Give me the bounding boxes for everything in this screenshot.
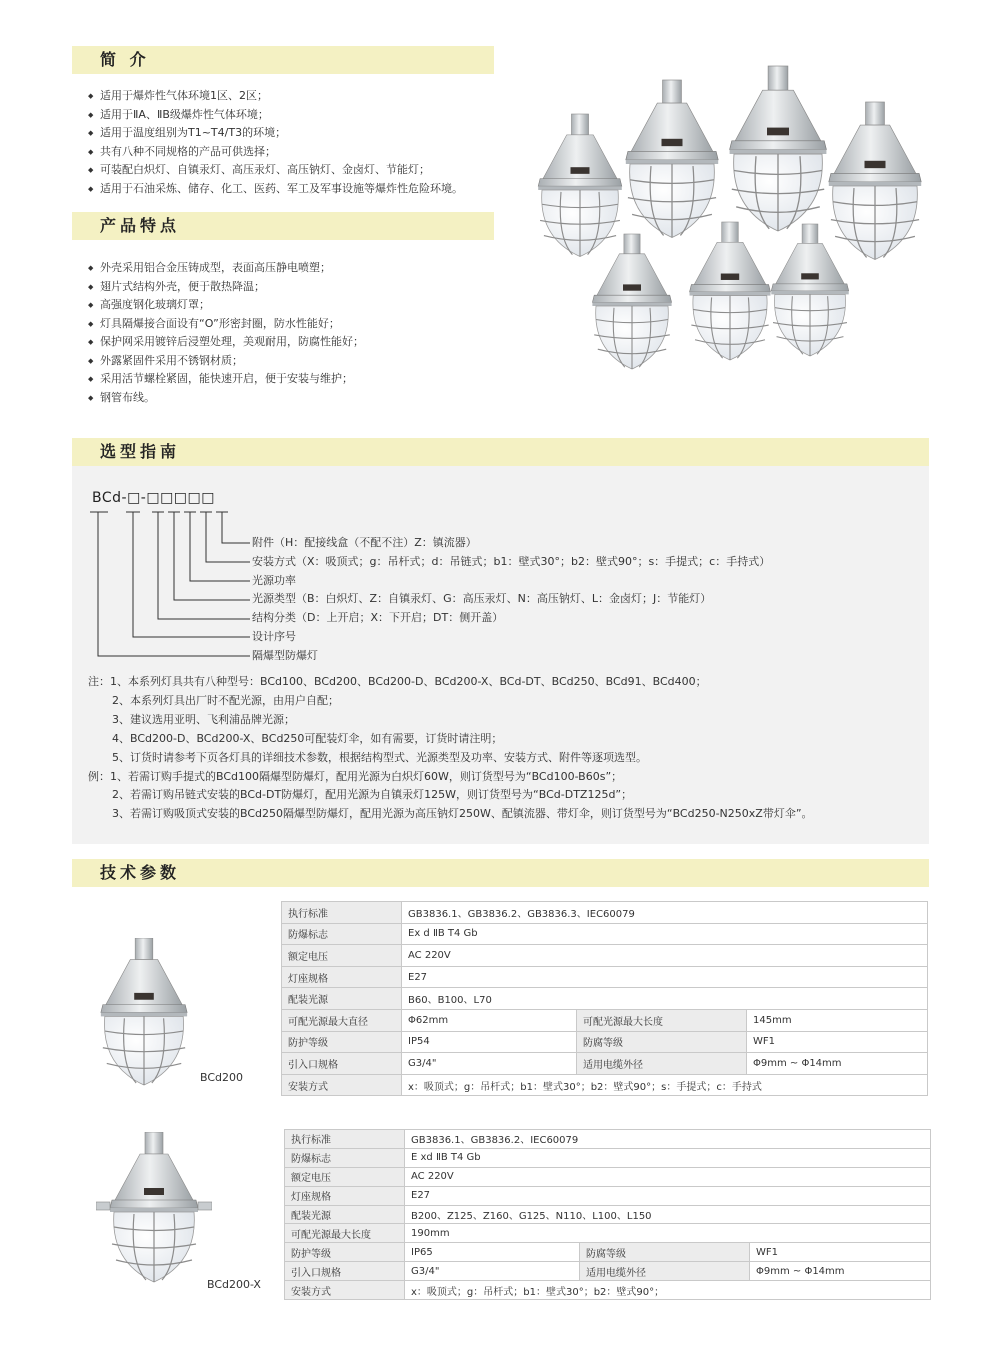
note-line: 5、订货时请参考下页各灯具的详细技术参数，根据结构型式、光源类型及功率、安装方式、附件等逐项选型。 — [112, 750, 647, 764]
spec-value: x：吸顶式；g：吊杆式；b1：壁式30°；b2：壁式90°；s：手提式；c：手持式 — [402, 1074, 928, 1096]
features-bullet: ◆ 翅片式结构外壳，便于散热降温； — [88, 278, 364, 297]
spec-label: 防腐等级 — [577, 1031, 747, 1053]
table-row — [282, 966, 928, 988]
spec-label: 适用电缆外径 — [580, 1262, 750, 1281]
features-section-header — [72, 212, 494, 240]
spec-value: Φ9mm ~ Φ14mm — [750, 1262, 931, 1281]
spec-value: x：吸顶式；g：吊杆式；b1：壁式30°；b2：壁式90°； — [405, 1281, 931, 1300]
spec-label: 安装方式 — [285, 1281, 405, 1300]
features-bullet-list — [88, 259, 364, 407]
lamp-image — [626, 80, 718, 238]
guide-title: 选型指南 — [100, 442, 181, 461]
spec-label: 引入口规格 — [285, 1262, 405, 1281]
spec-value: 190mm — [405, 1224, 931, 1243]
legend-item: 隔爆型防爆灯 — [252, 648, 318, 662]
note-line: 注：1、本系列灯具共有八种型号：BCd100、BCd200、BCd200-D、BCd200-X、BCd-DT、BCd250、BCd91、BCd400； — [88, 675, 707, 688]
features-title: 产品特点 — [100, 216, 181, 235]
spec-value: B200、Z125、Z160、G125、N110、L100、L150 — [405, 1205, 931, 1224]
spec-value: Φ62mm — [402, 1009, 577, 1031]
spec-label: 防爆标志 — [282, 923, 402, 945]
intro-bullet: ◆ 可装配白炽灯、自镇汞灯、高压汞灯、高压钠灯、金卤灯、节能灯； — [88, 161, 463, 180]
guide-section-header — [72, 438, 929, 466]
spec-value: Ex d ⅡB T4 Gb — [402, 923, 928, 945]
spec-label: 灯座规格 — [285, 1186, 405, 1205]
guide-notes — [88, 673, 813, 824]
intro-section-header — [72, 46, 494, 74]
lamp-image — [730, 66, 827, 231]
spec-label: 可配光源最大长度 — [577, 1009, 747, 1031]
table-row — [282, 902, 928, 924]
intro-title: 简 介 — [100, 50, 150, 69]
spec-value: E xd ⅡB T4 Gb — [405, 1148, 931, 1167]
product1-spec-table — [281, 901, 928, 1096]
spec-value: GB3836.1、GB3836.2、IEC60079 — [405, 1130, 931, 1149]
spec-value: GB3836.1、GB3836.2、GB3836.3、IEC60079 — [402, 902, 928, 924]
lamp-image — [771, 224, 848, 356]
intro-bullet: ◆ 适用于爆炸性气体环境1区、2区； — [88, 87, 463, 106]
spec-label: 引入口规格 — [282, 1053, 402, 1075]
intro-bullet-list — [88, 87, 463, 198]
legend-item: 附件（H：配接线盒（不配不注）Z：镇流器） — [252, 536, 477, 549]
intro-bullet: ◆ 适用于石油采炼、储存、化工、医药、军工及军事设施等爆炸性危险环境。 — [88, 180, 463, 199]
features-bullet: ◆ 保护网采用镀锌后浸塑处理，美观耐用，防腐性能好； — [88, 333, 364, 352]
features-bullet: ◆ 钢管布线。 — [88, 389, 364, 408]
table-row — [285, 1224, 931, 1243]
example-line: 3、若需订购吸顶式安装的BCd250隔爆型防爆灯，配用光源为高压钠灯250W、配镇流器、带灯伞，则订货型号为“BCd250-N250xZ带灯伞”。 — [112, 807, 813, 821]
table-row — [285, 1205, 931, 1224]
table-row — [285, 1148, 931, 1167]
specs-section-header — [72, 859, 929, 887]
product2-image — [96, 1132, 212, 1284]
spec-value: E27 — [405, 1186, 931, 1205]
features-bullet: ◆ 高强度钢化玻璃灯罩； — [88, 296, 364, 315]
table-row — [282, 1009, 928, 1031]
table-row — [282, 1074, 928, 1096]
spec-label: 防爆标志 — [285, 1148, 405, 1167]
lamp-image — [690, 222, 771, 360]
product2-spec-table — [284, 1129, 931, 1300]
note-line: 2、本系列灯具出厂时不配光源，由用户自配； — [112, 693, 339, 707]
spec-value: WF1 — [747, 1031, 928, 1053]
spec-label: 执行标准 — [282, 902, 402, 924]
table-row — [282, 1053, 928, 1075]
spec-label: 防护等级 — [282, 1031, 402, 1053]
table-row — [285, 1167, 931, 1186]
table-row — [282, 988, 928, 1010]
table-row — [282, 923, 928, 945]
example-line: 例：1、若需订购手提式的BCd100隔爆型防爆灯，配用光源为白炽灯60W，则订货型号为“BCd100-B60s”； — [88, 769, 623, 783]
spec-label: 配装光源 — [282, 988, 402, 1010]
legend-item: 光源类型（B：白炽灯、Z：自镇汞灯、G：高压汞灯、N：高压钠灯、L：金卤灯；J：节能灯） — [252, 592, 712, 606]
legend-item: 安装方式（X：吸顶式；g：吊杆式；d：吊链式；b1：壁式30°；b2：壁式90°；s：手提式；c：手持式） — [252, 554, 771, 568]
table-row — [285, 1186, 931, 1205]
model-code-diagram — [88, 506, 256, 662]
spec-label: 可配光源最大长度 — [285, 1224, 405, 1243]
table-row — [285, 1262, 931, 1281]
features-bullet: ◆ 外壳采用铝合金压铸成型，表面高压静电喷塑； — [88, 259, 364, 278]
product2-name: BCd200-X — [207, 1278, 261, 1291]
intro-bullet: ◆ 适用于温度组别为T1~T4/T3的环境； — [88, 124, 463, 143]
spec-value: AC 220V — [402, 945, 928, 967]
spec-value: Φ9mm ~ Φ14mm — [747, 1053, 928, 1075]
spec-label: 安装方式 — [282, 1074, 402, 1096]
spec-label: 灯座规格 — [282, 966, 402, 988]
features-bullet: ◆ 灯具隔爆接合面设有“O”形密封圈，防水性能好； — [88, 315, 364, 334]
spec-label: 配装光源 — [285, 1205, 405, 1224]
lamp-image — [538, 114, 622, 257]
example-line: 2、若需订购吊链式安装的BCd-DT防爆灯，配用光源为自镇汞灯125W，则订货型号为“BCd-DTZ125d”； — [112, 788, 633, 802]
specs-title: 技术参数 — [100, 863, 181, 882]
spec-label: 防护等级 — [285, 1243, 405, 1262]
spec-value: 145mm — [747, 1009, 928, 1031]
spec-value: IP65 — [405, 1243, 580, 1262]
lamp-image — [829, 102, 921, 260]
table-row — [285, 1281, 931, 1300]
spec-label: 额定电压 — [282, 945, 402, 967]
table-row — [285, 1130, 931, 1149]
legend-item: 结构分类（D：上开启；X：下开启；DT：侧开盖） — [252, 611, 504, 625]
lamp-image — [592, 234, 671, 369]
intro-bullet: ◆ 适用于ⅡA、ⅡB级爆炸性气体环境； — [88, 106, 463, 125]
intro-bullet: ◆ 共有八种不同规格的产品可供选择； — [88, 143, 463, 162]
spec-value: B60、B100、L70 — [402, 988, 928, 1010]
legend-item: 设计序号 — [252, 629, 296, 643]
spec-label: 执行标准 — [285, 1130, 405, 1149]
product1-image — [98, 938, 190, 1088]
spec-label: 防腐等级 — [580, 1243, 750, 1262]
spec-label: 可配光源最大直径 — [282, 1009, 402, 1031]
spec-label: 额定电压 — [285, 1167, 405, 1186]
spec-value: G3/4" — [405, 1262, 580, 1281]
table-row — [285, 1243, 931, 1262]
spec-value: E27 — [402, 966, 928, 988]
note-line: 4、BCd200-D、BCd200-X、BCd250可配装灯伞，如有需要，订货时请注明； — [112, 731, 503, 745]
legend-item: 光源功率 — [252, 573, 296, 587]
note-line: 3、建议选用亚明、飞利浦品牌光源； — [112, 712, 295, 726]
model-code: BCd-□-□□□□□ — [92, 490, 215, 506]
model-code-legend — [252, 534, 770, 666]
product-photo-group — [520, 62, 940, 412]
table-row — [282, 1031, 928, 1053]
product1-name: BCd200 — [200, 1071, 244, 1084]
features-bullet: ◆ 外露紧固件采用不锈钢材质； — [88, 352, 364, 371]
table-row — [282, 945, 928, 967]
spec-value: G3/4" — [402, 1053, 577, 1075]
spec-value: WF1 — [750, 1243, 931, 1262]
spec-value: AC 220V — [405, 1167, 931, 1186]
spec-value: IP54 — [402, 1031, 577, 1053]
spec-label: 适用电缆外径 — [577, 1053, 747, 1075]
features-bullet: ◆ 采用活节螺栓紧固，能快速开启，便于安装与维护； — [88, 370, 364, 389]
